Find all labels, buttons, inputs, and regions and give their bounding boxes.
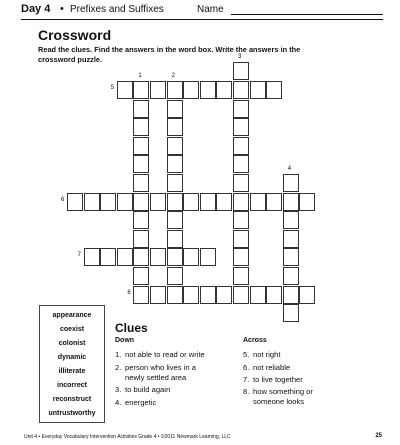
- crossword-cell[interactable]: [283, 267, 299, 285]
- crossword-cell[interactable]: [283, 193, 299, 211]
- crossword-cell[interactable]: [100, 248, 116, 266]
- crossword-cell[interactable]: [150, 81, 166, 99]
- crossword-cell[interactable]: [233, 81, 249, 99]
- crossword-cell[interactable]: [133, 248, 149, 266]
- word-box-item: incorrect: [57, 382, 87, 389]
- clue-number-label: 4: [287, 166, 292, 172]
- clue-across-8: [243, 387, 353, 407]
- crossword-cell[interactable]: [167, 100, 183, 118]
- clues-title: Clues: [115, 321, 148, 335]
- crossword-cell[interactable]: [84, 193, 100, 211]
- crossword-cell[interactable]: [100, 193, 116, 211]
- word-box-item: coexist: [59, 326, 85, 333]
- crossword-cell[interactable]: [167, 230, 183, 248]
- crossword-cell[interactable]: [283, 174, 299, 192]
- crossword-cell[interactable]: [266, 81, 282, 99]
- crossword-cell[interactable]: [167, 155, 183, 173]
- crossword-cell[interactable]: [233, 211, 249, 229]
- header-bullet: •: [60, 3, 64, 15]
- clue-number-label: 1: [138, 73, 142, 79]
- clue-text: person who lives in a: [125, 363, 196, 372]
- clue-number-label: 8: [127, 289, 131, 296]
- word-box: [39, 305, 105, 423]
- clue-number-label: 6: [61, 196, 65, 203]
- word-box-item: reconstruct: [52, 396, 92, 403]
- crossword-cell[interactable]: [183, 193, 199, 211]
- crossword-cell[interactable]: [183, 286, 199, 304]
- clue-across-5: [243, 350, 353, 360]
- clue-across-6: [243, 363, 353, 373]
- clue-text: energetic: [125, 398, 157, 407]
- word-box-item: illiterate: [58, 368, 86, 375]
- clue-text: not reliable: [253, 363, 291, 372]
- day-label: Day 4: [21, 3, 51, 15]
- crossword-cell[interactable]: [233, 267, 249, 285]
- crossword-cell[interactable]: [216, 286, 232, 304]
- crossword-cell[interactable]: [167, 193, 183, 211]
- crossword-cell[interactable]: [216, 193, 232, 211]
- clue-down-3: [115, 385, 240, 395]
- crossword-cell[interactable]: [299, 286, 315, 304]
- crossword-cell[interactable]: [167, 174, 183, 192]
- crossword-cell[interactable]: [133, 211, 149, 229]
- clue-number-label: 3: [238, 54, 242, 61]
- crossword-cell[interactable]: [233, 174, 249, 192]
- crossword-cell[interactable]: [133, 267, 149, 285]
- clue-number-label: 5: [110, 85, 115, 91]
- crossword-cell[interactable]: [233, 118, 249, 136]
- crossword-cell[interactable]: [233, 230, 249, 248]
- clue-text: newly settled area: [125, 372, 187, 382]
- clue-down-2: [115, 363, 240, 383]
- clue-number: 3.: [115, 385, 122, 394]
- clue-text: to build again: [125, 385, 171, 394]
- crossword-cell[interactable]: [133, 118, 149, 136]
- crossword-cell[interactable]: [200, 81, 216, 99]
- crossword-cell[interactable]: [283, 304, 299, 322]
- crossword-cell[interactable]: [133, 230, 149, 248]
- crossword-cell[interactable]: [283, 211, 299, 229]
- crossword-cell[interactable]: [250, 81, 266, 99]
- word-box-item: untrustworthy: [48, 410, 96, 417]
- crossword-cell[interactable]: [233, 155, 249, 173]
- crossword-cell[interactable]: [283, 248, 299, 266]
- crossword-cell[interactable]: [133, 174, 149, 192]
- name-label: Name: [197, 4, 224, 15]
- crossword-cell[interactable]: [117, 193, 133, 211]
- crossword-cell[interactable]: [233, 248, 249, 266]
- crossword-cell[interactable]: [250, 193, 266, 211]
- clue-text: not able to read or write: [125, 350, 205, 359]
- crossword-cell[interactable]: [167, 81, 183, 99]
- crossword-cell[interactable]: [133, 193, 149, 211]
- clue-number: 8.: [243, 387, 250, 396]
- crossword-cell[interactable]: [117, 81, 133, 99]
- crossword-cell[interactable]: [167, 267, 183, 285]
- crossword-cell[interactable]: [150, 248, 166, 266]
- crossword-cell[interactable]: [266, 286, 282, 304]
- crossword-cell[interactable]: [150, 193, 166, 211]
- crossword-cell[interactable]: [299, 193, 315, 211]
- crossword-cell[interactable]: [84, 248, 100, 266]
- clue-number: 4.: [115, 398, 122, 407]
- clue-number: 7.: [243, 375, 250, 384]
- clue-number: 2.: [115, 363, 122, 372]
- crossword-cell[interactable]: [133, 100, 149, 118]
- crossword-cell[interactable]: [133, 155, 149, 173]
- crossword-cell[interactable]: [133, 81, 149, 99]
- clue-text: to live together: [253, 375, 303, 384]
- crossword-cell[interactable]: [183, 248, 199, 266]
- crossword-cell[interactable]: [167, 118, 183, 136]
- crossword-cell[interactable]: [183, 81, 199, 99]
- crossword-cell[interactable]: [167, 248, 183, 266]
- clue-number-label: 7: [77, 252, 81, 259]
- clue-text: not right: [253, 350, 281, 359]
- page-title: Crossword: [38, 27, 112, 43]
- word-box-item: appearance: [52, 312, 92, 319]
- crossword-cell[interactable]: [233, 62, 249, 80]
- clue-number-label: 2: [171, 73, 175, 79]
- page-footer: Unit 4 • Everyday Vocabulary Intervention Activities Grade 4 • ©2011 Newmark Learning, LLC: [24, 434, 231, 440]
- crossword-cell[interactable]: [133, 286, 149, 304]
- crossword-cell[interactable]: [117, 248, 133, 266]
- clue-down-4: [115, 398, 240, 408]
- clue-text: someone looks: [253, 396, 305, 406]
- crossword-cell[interactable]: [200, 193, 216, 211]
- crossword-cell[interactable]: [200, 248, 216, 266]
- instructions: Read the clues. Find the answers in the word box. Write the answers in the crossword puzzle.: [38, 45, 301, 64]
- clue-number: 5.: [243, 350, 250, 359]
- down-heading: Down: [115, 337, 135, 344]
- crossword-cell[interactable]: [283, 230, 299, 248]
- crossword-cell[interactable]: [167, 211, 183, 229]
- clue-across-7: [243, 375, 353, 385]
- clue-text: how something or: [253, 387, 313, 396]
- crossword-cell[interactable]: [250, 286, 266, 304]
- clue-number: 1.: [115, 350, 122, 359]
- crossword-cell[interactable]: [167, 137, 183, 155]
- page-number: 25: [375, 433, 382, 439]
- topic-label: Prefixes and Suffixes: [70, 4, 164, 15]
- clue-down-1: [115, 350, 240, 360]
- clue-number: 6.: [243, 363, 250, 372]
- crossword-cell[interactable]: [133, 137, 149, 155]
- crossword-cell[interactable]: [233, 193, 249, 211]
- word-box-item: dynamic: [57, 354, 87, 361]
- crossword-cell[interactable]: [233, 137, 249, 155]
- crossword-cell[interactable]: [150, 286, 166, 304]
- crossword-cell[interactable]: [233, 100, 249, 118]
- crossword-cell[interactable]: [216, 81, 232, 99]
- crossword-cell[interactable]: [67, 193, 83, 211]
- across-heading: Across: [243, 337, 267, 344]
- crossword-cell[interactable]: [283, 286, 299, 304]
- crossword-cell[interactable]: [266, 193, 282, 211]
- crossword-cell[interactable]: [200, 286, 216, 304]
- word-box-item: colonist: [58, 340, 86, 347]
- crossword-cell[interactable]: [233, 286, 249, 304]
- crossword-cell[interactable]: [167, 286, 183, 304]
